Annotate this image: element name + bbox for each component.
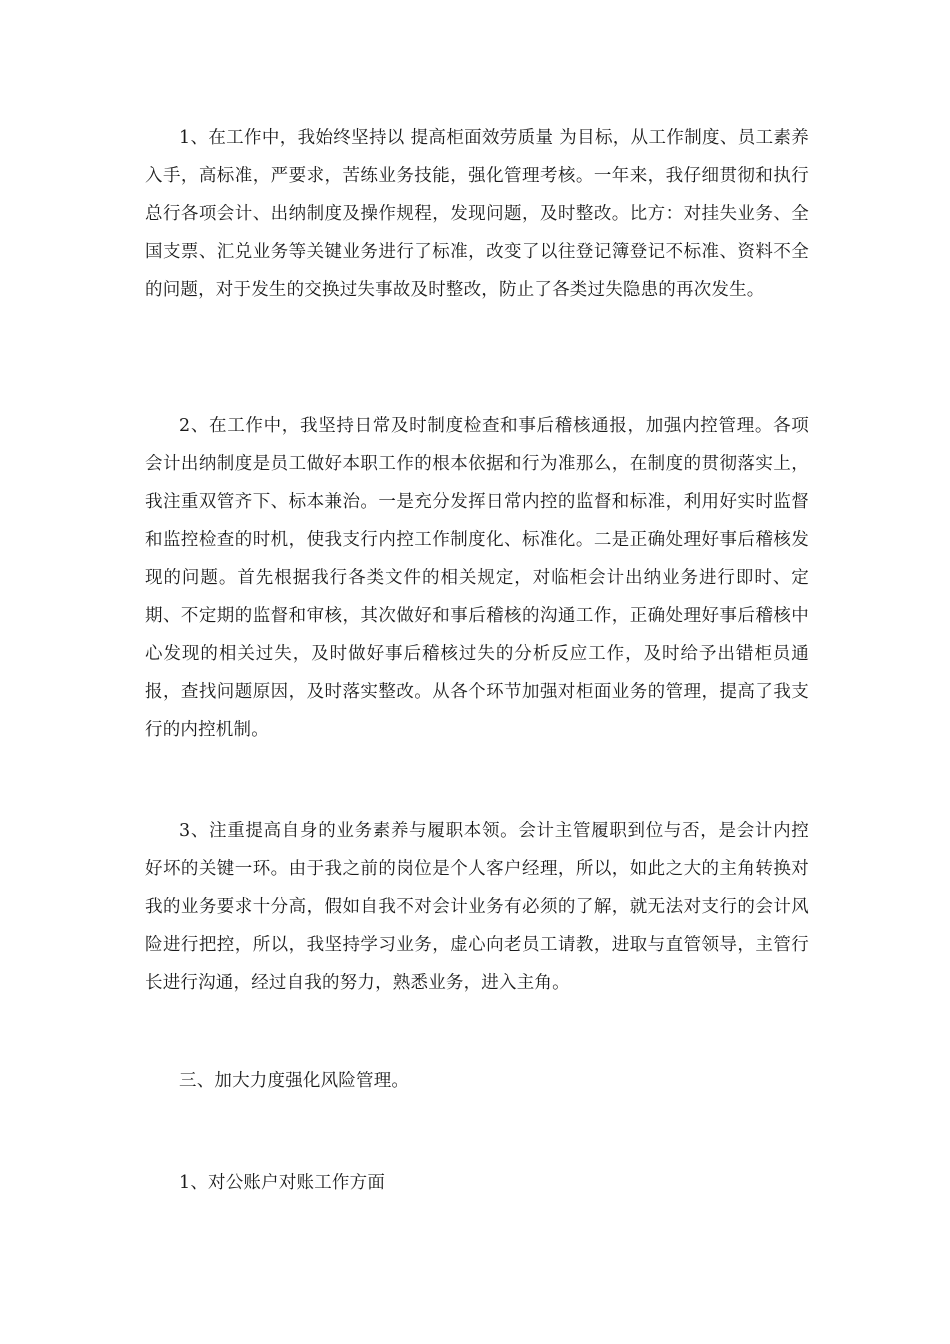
- section-heading-risk-management: 三、加大力度强化风险管理。: [179, 1071, 410, 1091]
- paragraph-internal-control: 2、在工作中，我坚持日常及时制度检查和事后稽核通报，加强内控管理。各项会计出纳制度是员工做好本职工作的根本依据和行为准那么，在制度的贯彻落实上，我注重双管齐下、标本兼治。一是充分发挥日常内控的监督和标准，利用好实时监督和监控检查的时机，使我支行内控工作制度化、标准化。二是正确处理好事后稽核发现的问题。首先根据我行各类文件的相关规定，对临柜会计出纳业务进行即时、定期、不定期的监督和审核，其次做好和事后稽核的沟通工作，正确处理好事后稽核中心发现的相关过失，及时做好事后稽核过失的分析反应工作，及时给予出错柜员通报，查找问题原因，及时落实整改。从各个环节加强对柜面业务的管理，提高了我支行的内控机制。: [145, 416, 809, 740]
- paragraph-professional-skills: 3、注重提高自身的业务素养与履职本领。会计主管履职到位与否，是会计内控好坏的关键一环。由于我之前的岗位是个人客户经理，所以，如此之大的主角转换对我的业务要求十分高，假如自我不对会计业务有必须的了解，就无法对支行的会计风险进行把控，所以，我坚持学习业务，虚心向老员工请教，进取与直管领导，主管行长进行沟通，经过自我的努力，熟悉业务，进入主角。: [145, 821, 809, 993]
- subheading-account-reconciliation: 1、对公账户对账工作方面: [179, 1173, 386, 1193]
- paragraph-counter-service-quality: 1、在工作中，我始终坚持以 提高柜面效劳质量 为目标，从工作制度、员工素养入手，高标准，严要求，苦练业务技能，强化管理考核。一年来，我仔细贯彻和执行总行各项会计、出纳制度及操作规程，发现问题，及时整改。比方：对挂失业务、全国支票、汇兑业务等关键业务进行了标准，改变了以往登记簿登记不标准、资料不全的问题，对于发生的交换过失事故及时整改，防止了各类过失隐患的再次发生。: [145, 128, 809, 300]
